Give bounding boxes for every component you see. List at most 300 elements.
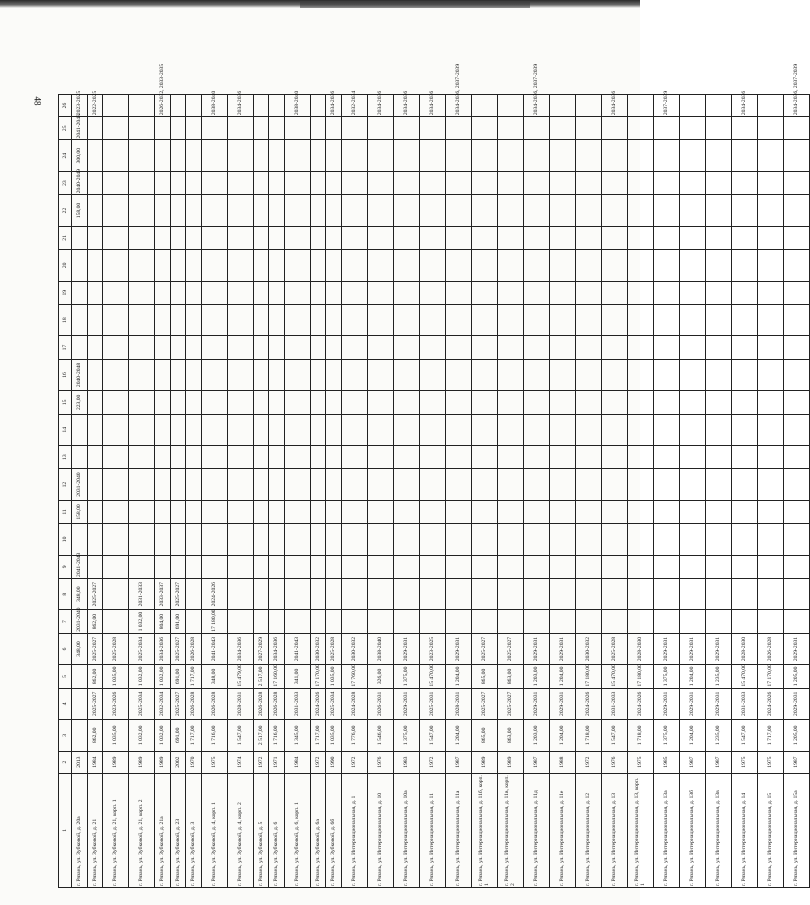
table-cell — [103, 500, 129, 523]
table-cell: 1 375,00 — [393, 720, 419, 751]
table-cell — [87, 555, 103, 578]
header-cell: 2 — [59, 751, 72, 773]
table-cell — [284, 304, 310, 335]
table-cell: 1 345,00 — [284, 720, 310, 751]
table-cell — [155, 500, 171, 523]
table-cell — [679, 391, 705, 414]
table-cell: 2024-2026 — [310, 688, 326, 719]
table-cell — [367, 446, 393, 469]
table-cell — [393, 226, 419, 249]
table-cell — [393, 140, 419, 171]
table-cell — [471, 140, 497, 171]
table-cell — [731, 414, 757, 445]
table-cell — [87, 140, 103, 171]
table-cell — [523, 524, 549, 555]
table-cell — [549, 500, 575, 523]
table-cell — [367, 140, 393, 171]
table-cell — [679, 250, 705, 281]
table-cell — [367, 195, 393, 226]
table-cell — [497, 446, 523, 469]
table-cell: 2025-2028 — [326, 633, 342, 664]
table-cell — [129, 469, 155, 500]
table-cell: 1975 — [757, 751, 783, 773]
table-cell — [523, 336, 549, 359]
table-cell — [471, 304, 497, 335]
table-cell — [227, 524, 253, 555]
table-cell — [129, 281, 155, 304]
table-cell — [186, 171, 202, 194]
table-cell — [393, 610, 419, 633]
page-number: 48 — [32, 96, 43, 106]
table-cell — [186, 610, 202, 633]
table-cell — [103, 171, 129, 194]
table-cell — [575, 94, 601, 116]
table-cell — [393, 304, 419, 335]
table-cell: 1987 — [705, 751, 731, 773]
table-cell: 2024-2026 — [757, 688, 783, 719]
table-cell: 2031-2033 — [601, 688, 627, 719]
table-cell: 1 776,00 — [341, 720, 367, 751]
table-cell — [653, 140, 679, 171]
table-cell — [705, 140, 731, 171]
table-cell — [227, 250, 253, 281]
table-cell — [679, 610, 705, 633]
table-cell: г. Рязань, ул. Интернациональная, д. 11е — [549, 773, 575, 887]
table-cell: 17 170,00 — [310, 665, 326, 688]
table-row — [627, 19, 653, 888]
table-cell: 1 205,00 — [783, 665, 809, 688]
table-cell — [227, 469, 253, 500]
table-cell: 1 547,00 — [227, 720, 253, 751]
table-cell: 2029-2031 — [783, 633, 809, 664]
table-cell: 863,00 — [497, 665, 523, 688]
table-cell — [269, 117, 285, 140]
table-cell — [170, 281, 186, 304]
table-cell — [497, 469, 523, 500]
table-cell — [653, 555, 679, 578]
table-row — [87, 19, 103, 888]
table-cell — [155, 336, 171, 359]
table-cell — [253, 336, 269, 359]
table-cell — [549, 391, 575, 414]
header-row — [59, 19, 72, 888]
table-cell — [731, 117, 757, 140]
table-cell: 2034-2036 — [326, 94, 342, 116]
table-cell — [269, 336, 285, 359]
table-cell — [341, 414, 367, 445]
table-cell — [227, 359, 253, 390]
table-cell — [653, 414, 679, 445]
table-cell — [72, 688, 88, 719]
table-cell — [201, 414, 227, 445]
table-cell — [201, 117, 227, 140]
table-cell — [783, 171, 809, 194]
table-row — [253, 19, 269, 888]
table-cell — [269, 140, 285, 171]
table-cell: 2024-2026 — [575, 688, 601, 719]
table-cell — [653, 500, 679, 523]
table-cell — [129, 250, 155, 281]
table-cell — [341, 555, 367, 578]
table-row — [653, 19, 679, 888]
table-cell — [549, 469, 575, 500]
table-cell — [326, 140, 342, 171]
table-cell — [186, 226, 202, 249]
table-row — [103, 19, 129, 888]
table-row — [310, 19, 326, 888]
table-cell: г. Рязань, ул. Зубковой, д. 20а — [72, 773, 88, 887]
table-cell — [326, 359, 342, 390]
table-cell: 1975 — [627, 751, 653, 773]
table-cell — [445, 117, 471, 140]
table-cell — [705, 578, 731, 609]
table-cell — [497, 94, 523, 116]
table-cell — [549, 195, 575, 226]
table-cell — [103, 94, 129, 116]
table-cell — [523, 469, 549, 500]
table-row — [393, 19, 419, 888]
table-cell: 2031-2033 — [129, 578, 155, 609]
table-cell — [705, 226, 731, 249]
table-cell — [87, 304, 103, 335]
table-cell — [186, 359, 202, 390]
table-cell: 1 205,00 — [783, 720, 809, 751]
table-cell — [170, 226, 186, 249]
table-cell — [601, 171, 627, 194]
table-cell — [523, 281, 549, 304]
table-cell: 2029-2031 — [705, 688, 731, 719]
table-row — [284, 19, 310, 888]
table-cell — [653, 281, 679, 304]
table-cell — [170, 524, 186, 555]
table-cell — [549, 140, 575, 171]
table-cell — [445, 610, 471, 633]
table-cell — [393, 359, 419, 390]
table-cell: 2 517,00 — [253, 665, 269, 688]
table-cell: 2034-2036 — [601, 94, 627, 116]
table-cell — [419, 578, 445, 609]
table-row — [419, 19, 445, 888]
table-cell: 1 032,00 — [155, 720, 171, 751]
table-cell — [103, 117, 129, 140]
table-cell — [269, 524, 285, 555]
table-cell — [201, 226, 227, 249]
table-cell — [367, 226, 393, 249]
table-cell: 2025-2027 — [87, 633, 103, 664]
table-cell — [679, 578, 705, 609]
table-cell — [253, 391, 269, 414]
table-cell — [341, 469, 367, 500]
table-cell — [601, 500, 627, 523]
table-cell — [310, 226, 326, 249]
table-cell: 2041-2043 — [284, 633, 310, 664]
table-cell — [341, 391, 367, 414]
table-cell — [653, 391, 679, 414]
table-cell — [471, 391, 497, 414]
table-cell — [227, 140, 253, 171]
table-cell — [705, 117, 731, 140]
table-cell — [393, 555, 419, 578]
table-cell: г. Рязань, ул. Интернациональная, д. 11 — [419, 773, 445, 887]
table-cell — [253, 610, 269, 633]
table-row — [186, 19, 202, 888]
table-cell — [653, 446, 679, 469]
table-cell — [731, 359, 757, 390]
table-cell — [549, 555, 575, 578]
table-cell: 2030-2032 — [341, 633, 367, 664]
table-cell — [341, 500, 367, 523]
table-cell: 1972 — [575, 751, 601, 773]
table-cell — [497, 610, 523, 633]
table-cell — [170, 94, 186, 116]
table-cell — [601, 578, 627, 609]
table-cell — [575, 391, 601, 414]
table-cell: 2 517,00 — [253, 720, 269, 751]
table-cell — [497, 226, 523, 249]
table-cell — [367, 281, 393, 304]
table-cell: 2034-2036 — [227, 633, 253, 664]
table-cell — [103, 281, 129, 304]
table-cell — [269, 391, 285, 414]
table-row — [705, 19, 731, 888]
table-cell: 2024-2026 — [627, 688, 653, 719]
table-cell — [601, 446, 627, 469]
table-cell — [326, 304, 342, 335]
table-cell — [253, 359, 269, 390]
table-cell — [186, 117, 202, 140]
table-cell — [523, 446, 549, 469]
table-cell: 2038-2040 — [201, 94, 227, 116]
table-cell — [129, 524, 155, 555]
table-cell: 1 032,00 — [155, 665, 171, 688]
table-cell: 2027-2029 — [253, 633, 269, 664]
table-cell — [445, 414, 471, 445]
table-cell: г. Рязань, ул. Зубковой, д. 4, корп. 2 — [227, 773, 253, 887]
table-cell: 2032-2034 — [341, 94, 367, 116]
table-cell: 2029-2031 — [679, 633, 705, 664]
table-cell: г. Рязань, ул. Зубковой, д. 23 — [170, 773, 186, 887]
rotated-table-container — [58, 18, 799, 888]
table-cell — [310, 171, 326, 194]
table-cell — [170, 469, 186, 500]
table-cell — [72, 304, 88, 335]
table-cell: 1 204,00 — [679, 665, 705, 688]
table-cell — [705, 555, 731, 578]
table-cell — [284, 469, 310, 500]
table-cell — [87, 414, 103, 445]
table-cell: 2023-2025 — [419, 633, 445, 664]
table-cell — [310, 250, 326, 281]
table-cell — [523, 171, 549, 194]
table-cell — [310, 555, 326, 578]
table-cell — [186, 391, 202, 414]
table-cell — [103, 610, 129, 633]
table-cell — [87, 359, 103, 390]
header-cell: 5 — [59, 665, 72, 688]
table-cell — [367, 524, 393, 555]
table-cell: г. Рязань, ул. Зубковой, д. 6 — [269, 773, 285, 887]
table-cell: 348,00 — [201, 665, 227, 688]
table-cell — [341, 524, 367, 555]
table-cell — [445, 304, 471, 335]
table-cell — [129, 304, 155, 335]
table-cell — [170, 391, 186, 414]
table-cell — [445, 446, 471, 469]
table-cell — [201, 524, 227, 555]
table-cell — [201, 304, 227, 335]
table-cell — [575, 117, 601, 140]
table-cell — [284, 281, 310, 304]
table-cell — [72, 720, 88, 751]
table-cell — [341, 610, 367, 633]
table-cell — [627, 281, 653, 304]
table-cell — [367, 359, 393, 390]
table-cell: 2025-2027 — [170, 633, 186, 664]
table-cell: 865,00 — [471, 720, 497, 751]
table-cell — [253, 140, 269, 171]
table-cell — [419, 524, 445, 555]
table-cell — [757, 195, 783, 226]
table-cell — [497, 171, 523, 194]
table-cell — [227, 195, 253, 226]
table-cell: 2029-2031 — [783, 688, 809, 719]
table-cell: 862,00 — [87, 665, 103, 688]
table-cell — [284, 336, 310, 359]
table-cell — [575, 578, 601, 609]
table-cell: 2034-2036 — [419, 94, 445, 116]
table-cell: 158,00 — [72, 500, 88, 523]
table-cell — [445, 500, 471, 523]
table-cell — [269, 555, 285, 578]
table-cell — [170, 336, 186, 359]
table-cell: 1975 — [201, 751, 227, 773]
table-cell: 2029-2031 — [549, 688, 575, 719]
table-cell: 2031-2040 — [72, 610, 88, 633]
header-cell: 26 — [59, 94, 72, 116]
table-cell — [253, 171, 269, 194]
table-cell — [227, 304, 253, 335]
table-cell — [170, 446, 186, 469]
table-cell — [783, 304, 809, 335]
table-cell: 1972 — [310, 751, 326, 773]
table-cell — [471, 171, 497, 194]
table-cell: 1 375,00 — [393, 665, 419, 688]
table-cell: 862,00 — [87, 720, 103, 751]
table-cell: 2034-2036 — [155, 633, 171, 664]
table-cell — [284, 524, 310, 555]
table-cell — [284, 578, 310, 609]
table-cell: 2029-2031 — [653, 688, 679, 719]
table-cell — [341, 140, 367, 171]
table-cell — [445, 336, 471, 359]
table-cell — [705, 469, 731, 500]
scan-artifact — [300, 2, 530, 8]
table-cell — [679, 171, 705, 194]
table-cell: 2025-2027 — [170, 578, 186, 609]
table-cell: 2025-2027 — [471, 633, 497, 664]
table-cell: 2026-2028 — [757, 633, 783, 664]
table-cell — [497, 250, 523, 281]
table-cell — [393, 171, 419, 194]
table-cell — [783, 446, 809, 469]
table-cell — [393, 391, 419, 414]
table-cell — [129, 94, 155, 116]
table-cell: 1987 — [523, 751, 549, 773]
table-cell — [679, 414, 705, 445]
table-cell — [72, 281, 88, 304]
table-cell — [653, 226, 679, 249]
table-cell — [310, 469, 326, 500]
table-cell — [155, 304, 171, 335]
table-cell — [627, 304, 653, 335]
table-cell — [549, 226, 575, 249]
table-cell — [253, 555, 269, 578]
table-cell: 1975 — [731, 751, 757, 773]
table-cell — [284, 117, 310, 140]
table-cell: 1 717,00 — [186, 665, 202, 688]
table-cell — [653, 469, 679, 500]
table-cell: 2025-2027 — [87, 578, 103, 609]
table-cell — [757, 336, 783, 359]
table-cell — [497, 140, 523, 171]
table-cell: 2025-2027 — [170, 688, 186, 719]
table-cell — [627, 171, 653, 194]
table-row — [601, 19, 627, 888]
table-cell — [679, 117, 705, 140]
table-cell — [155, 171, 171, 194]
table-cell — [731, 304, 757, 335]
table-cell: 1970 — [186, 751, 202, 773]
table-cell — [627, 359, 653, 390]
table-cell — [201, 281, 227, 304]
header-cell: 19 — [59, 281, 72, 304]
table-cell — [575, 414, 601, 445]
table-cell — [523, 226, 549, 249]
table-cell — [326, 250, 342, 281]
table-cell — [523, 140, 549, 171]
table-cell — [103, 446, 129, 469]
table-cell: 17 180,00 — [627, 665, 653, 688]
table-cell — [523, 500, 549, 523]
table-cell — [393, 500, 419, 523]
table-cell: 1990 — [326, 751, 342, 773]
table-cell — [575, 524, 601, 555]
table-cell — [575, 336, 601, 359]
table-cell — [679, 500, 705, 523]
table-cell — [87, 195, 103, 226]
table-cell — [269, 195, 285, 226]
header-cell: 8 — [59, 578, 72, 609]
header-cell: 1 — [59, 773, 72, 887]
table-cell — [253, 117, 269, 140]
table-cell: 2030-2032 — [575, 633, 601, 664]
table-cell — [731, 226, 757, 249]
table-cell — [497, 117, 523, 140]
table-cell: 348,00 — [72, 633, 88, 664]
table-cell: 1 203,00 — [523, 720, 549, 751]
table-cell — [471, 524, 497, 555]
table-cell: 2026-2031 — [367, 688, 393, 719]
table-cell: 1987 — [783, 751, 809, 773]
header-cell: 10 — [59, 524, 72, 555]
table-cell: 2034-2036 — [227, 94, 253, 116]
table-cell — [575, 304, 601, 335]
table-cell — [269, 610, 285, 633]
table-cell: 691,00 — [170, 665, 186, 688]
table-cell — [445, 578, 471, 609]
table-cell — [201, 336, 227, 359]
table-cell: 2025-2028 — [601, 633, 627, 664]
